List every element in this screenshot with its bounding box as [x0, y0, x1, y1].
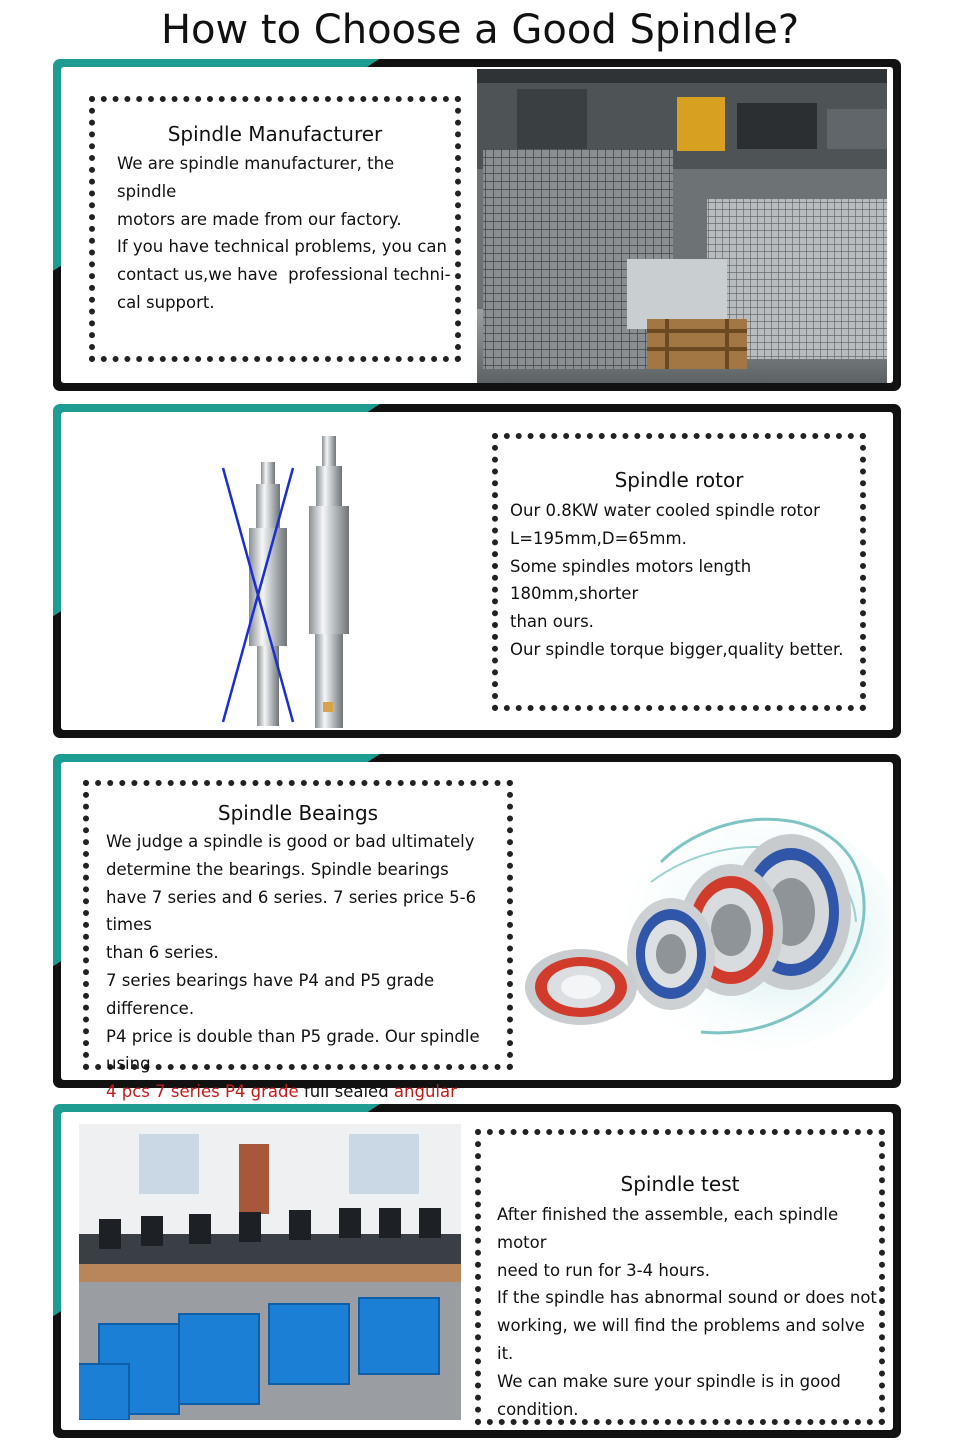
manufacturer-line: We are spindle manufacturer, the spindle — [117, 154, 400, 201]
section-rotor — [53, 404, 901, 738]
bearings-plain: full sealed — [298, 1082, 394, 1102]
bearings-image — [521, 782, 891, 1072]
test-title: Spindle test — [620, 1172, 740, 1196]
test-line: working, we will find the problems and solve it. — [497, 1316, 871, 1363]
rotor-line: Some spindles motors length 180mm,shorter — [510, 556, 757, 604]
manufacturer-line: cal support. — [117, 292, 215, 312]
test-text-box — [475, 1129, 885, 1425]
manufacturer-line: contact us,we have professional techni- — [117, 265, 451, 285]
section-manufacturer — [53, 59, 901, 391]
test-line: If the spindle has abnormal sound or does not — [497, 1288, 877, 1308]
testing-workshop-photo — [79, 1124, 461, 1420]
test-line: condition. — [497, 1399, 579, 1419]
manufacturer-line: If you have technical problems, you can — [117, 237, 447, 257]
section-test — [53, 1104, 901, 1438]
rotor-title: Spindle rotor — [614, 468, 744, 492]
bearings-line: 7 series bearings have P4 and P5 grade difference. — [106, 970, 440, 1018]
bearings-line: have 7 series and 6 series. 7 series price 5-6 times — [106, 887, 482, 935]
section-bearings — [53, 754, 901, 1102]
bearings-line: than 6 series. — [106, 943, 219, 963]
page-title: How to Choose a Good Spindle? — [160, 7, 800, 53]
test-line: After finished the assemble, each spindle motor — [497, 1205, 844, 1252]
bearings-line: P4 price is double than P5 grade. Our spindle using — [106, 1026, 485, 1074]
rotor-comparison-image — [211, 422, 371, 728]
bearings-line: determine the bearings. Spindle bearings — [106, 859, 449, 879]
bearings-line: We judge a spindle is good or bad ultimately — [106, 832, 475, 851]
rotor-text-box — [492, 433, 866, 711]
manufacturer-title: Spindle Manufacturer — [167, 122, 383, 146]
rotor-line: than ours. — [510, 612, 594, 632]
rotor-line: L=195mm,D=65mm. — [510, 528, 687, 548]
bearings-highlight: angular — [393, 1082, 457, 1102]
rotor-line: Our 0.8KW water cooled spindle rotor — [510, 501, 820, 520]
manufacturer-line: motors are made from our factory. — [117, 209, 402, 229]
factory-warehouse-photo — [477, 69, 887, 383]
bearings-text-box — [83, 780, 513, 1102]
bearings-title: Spindle Beaings — [217, 801, 379, 825]
bearings-highlight: 4 pcs 7 series P4 grade — [106, 1082, 299, 1102]
test-line: We can make sure your spindle is in good — [497, 1371, 841, 1391]
test-line: need to run for 3-4 hours. — [497, 1260, 710, 1280]
manufacturer-text-box — [89, 96, 461, 362]
rotor-line: Our spindle torque bigger,quality better. — [510, 639, 844, 659]
